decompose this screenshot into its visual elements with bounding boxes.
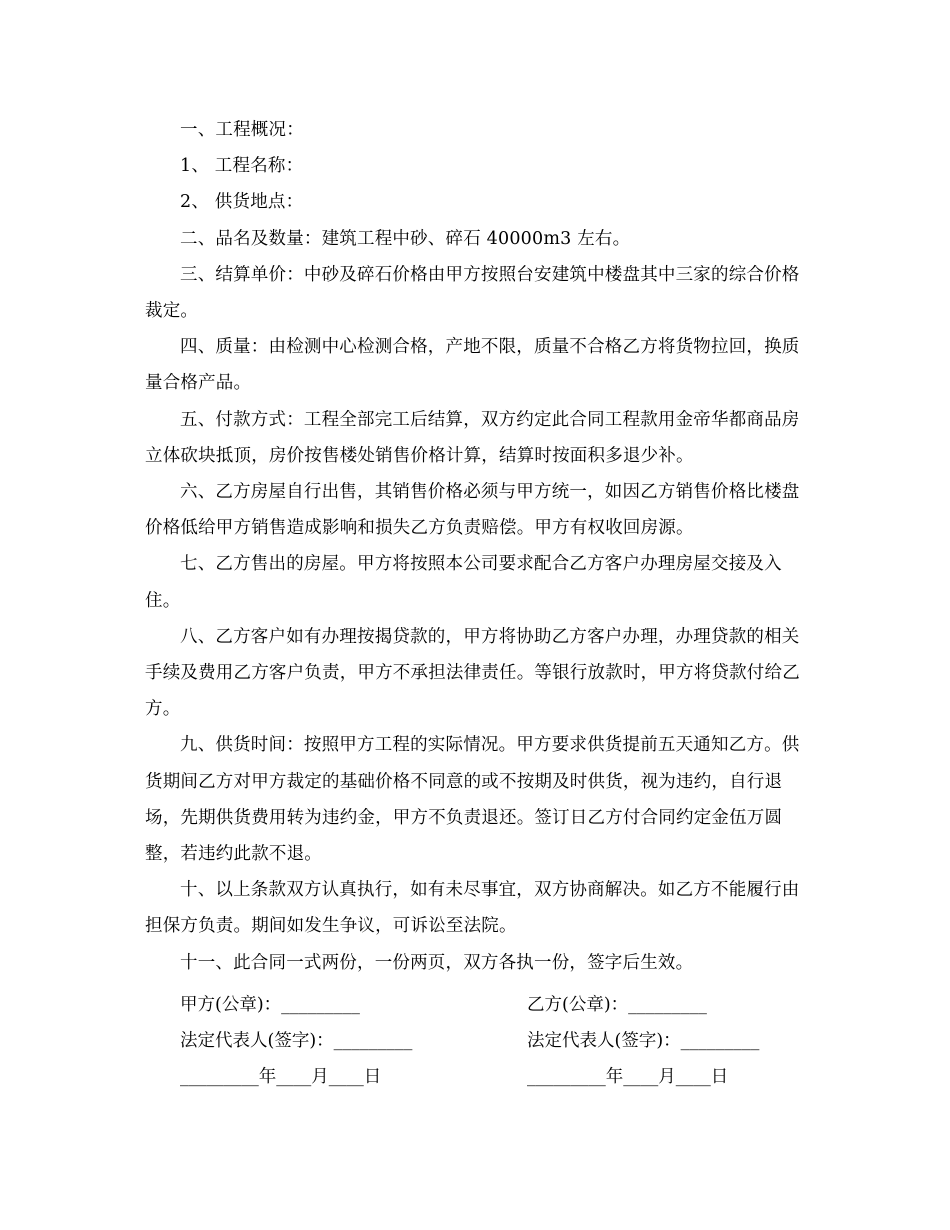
party-a-representative: 法定代表人(签字)：_________	[180, 1031, 413, 1051]
clause-sales: 六、乙方房屋自行出售，其销售价格必须与甲方统一，如因乙方销售价格比楼盘价格低给甲方销售造成影响和损失乙方负责赔偿。甲方有权收回房源。	[145, 482, 800, 539]
clause-payment: 五、付款方式：工程全部完工后结算，双方约定此合同工程款用金帝华都商品房立体砍块抵顶，房价按售楼处销售价格计算，结算时按面积多退少补。	[145, 409, 800, 466]
clause-project-name: 1、 工程名称：	[180, 156, 304, 177]
party-b-seal: 乙方(公章)：_________	[527, 995, 707, 1015]
clause-product-quantity: 二、品名及数量：建筑工程中砂、碎石 40000m3 左右。	[180, 228, 631, 249]
signature-rep-row	[180, 1023, 800, 1059]
clause-copies: 十一、此合同一式两份，一份两页，双方各执一份，签字后生效。	[180, 952, 694, 973]
party-b-representative: 法定代表人(签字)：_________	[527, 1031, 760, 1051]
contract-body	[145, 112, 800, 981]
party-a-date: _________年____月____日	[180, 1067, 382, 1087]
clause-delivery-location: 2、 供货地点：	[180, 192, 304, 213]
clause-mortgage: 八、乙方客户如有办理按揭贷款的，甲方将协助乙方客户办理，办理贷款的相关手续及费用乙方客户负责，甲方不承担法律责任。等银行放款时，甲方将贷款付给乙方。	[145, 626, 800, 720]
clause-settlement-price: 三、结算单价：中砂及碎石价格由甲方按照台安建筑中楼盘其中三家的综合价格裁定。	[145, 264, 800, 322]
clause-quality: 四、质量：由检测中心检测合格，产地不限，质量不合格乙方将货物拉回，换质量合格产品。	[145, 337, 800, 394]
signature-date-row	[180, 1059, 800, 1095]
clause-delivery-time: 九、供货时间：按照甲方工程的实际情况。甲方要求供货提前五天通知乙方。供货期间乙方对甲方裁定的基础价格不同意的或不按期及时供货，视为违约，自行退场，先期供货费用转为违约金，甲方不负责退还。签订日乙方付合同约定金伍万圆整，若违约此款不退。	[145, 735, 800, 865]
clause-execution: 十、以上条款双方认真执行，如有未尽事宜，双方协商解决。如乙方不能履行由担保方负责。期间如发生争议，可诉讼至法院。	[145, 880, 800, 937]
party-a-seal: 甲方(公章)：_________	[180, 995, 360, 1015]
clause-sold-houses: 七、乙方售出的房屋。甲方将按照本公司要求配合乙方客户办理房屋交接及入住。	[145, 554, 782, 611]
party-b-date: _________年____月____日	[527, 1067, 729, 1087]
clause-overview: 一、工程概况：	[180, 120, 304, 140]
signature-seal-row	[180, 987, 800, 1023]
